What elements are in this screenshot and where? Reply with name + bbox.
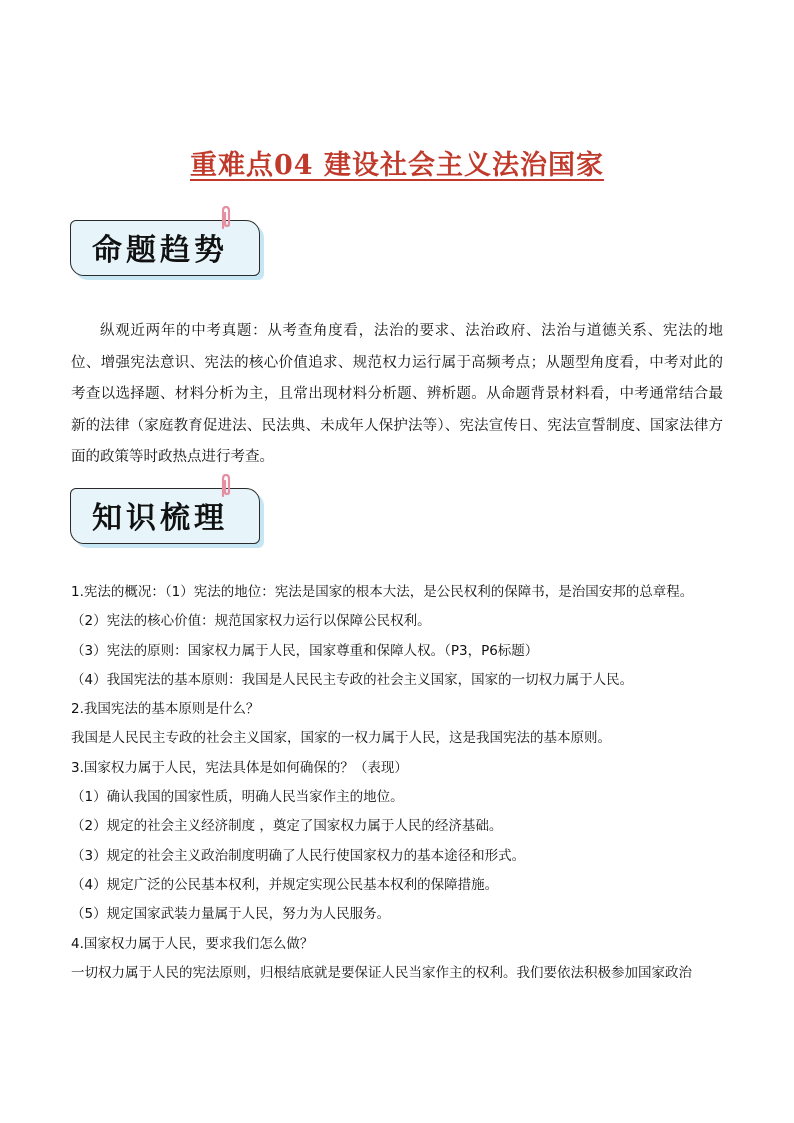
knowledge-line: 3.国家权力属于人民，宪法具体是如何确保的？（表现） [71,759,408,776]
knowledge-line: 我国是人民民主专政的社会主义国家，国家的一权力属于人民，这是我国宪法的基本原则。 [71,730,611,747]
knowledge-line: 一切权力属于人民的宪法原则，归根结底就是要保证人民当家作主的权利。我们要依法积极参加国家政治 [71,964,692,981]
page-title: 重难点04 建设社会主义法治国家 [190,150,604,181]
section-heading-trend [70,212,266,278]
section-heading-knowledge [70,480,266,546]
knowledge-line: 1.宪法的概况：（1）宪法的地位：宪法是国家的根本大法，是公民权利的保障书，是治国安邦的总章程。 [71,584,694,600]
knowledge-line: （4）我国宪法的基本原则：我国是人民民主专政的社会主义国家，国家的一切权力属于人民。 [71,671,634,688]
section-heading-text: 知识梳理 [92,501,228,536]
knowledge-line: 2.我国宪法的基本原则是什么？ [71,701,260,718]
knowledge-list [71,578,731,988]
knowledge-line: （4）规定广泛的公民基本权利，并规定实现公民基本权利的保障措施。 [71,876,499,893]
knowledge-line: （2）宪法的核心价值：规范国家权力运行以保障公民权利。 [71,613,431,630]
knowledge-line: （1）确认我国的国家性质，明确人民当家作主的地位。 [71,789,404,806]
knowledge-line: （5）规定国家武装力量属于人民，努力为人民服务。 [71,906,391,923]
knowledge-line: （3）规定的社会主义政治制度明确了人民行使国家权力的基本途径和形式。 [71,847,526,864]
trend-paragraph: 纵观近两年的中考真题：从考查角度看，法治的要求、法治政府、法治与道德关系、宪法的地位、增强宪法意识、宪法的核心价值追求、规范权力运行属于高频考点；从题型角度看，中考对此的考查以选择题、材料分析为主，且常出现材料分析题、辨析题。从命题背景材料看，中考通常结合最新的法律（家庭教育促进法、民法典、未成年人保护法等）、宪法宣传日、宪法宣誓制度、国家法律方面的政策等时政热点进行考查。 [71,323,723,465]
knowledge-line: 4.国家权力属于人民，要求我们怎么做？ [71,935,314,952]
knowledge-line: （3）宪法的原则：国家权力属于人民，国家尊重和保障人权。（P3，P6标题） [71,642,539,659]
knowledge-line: （2）规定的社会主义经济制度 ，奠定了国家权力属于人民的经济基础。 [71,818,503,835]
section-heading-text: 命题趋势 [92,233,228,268]
